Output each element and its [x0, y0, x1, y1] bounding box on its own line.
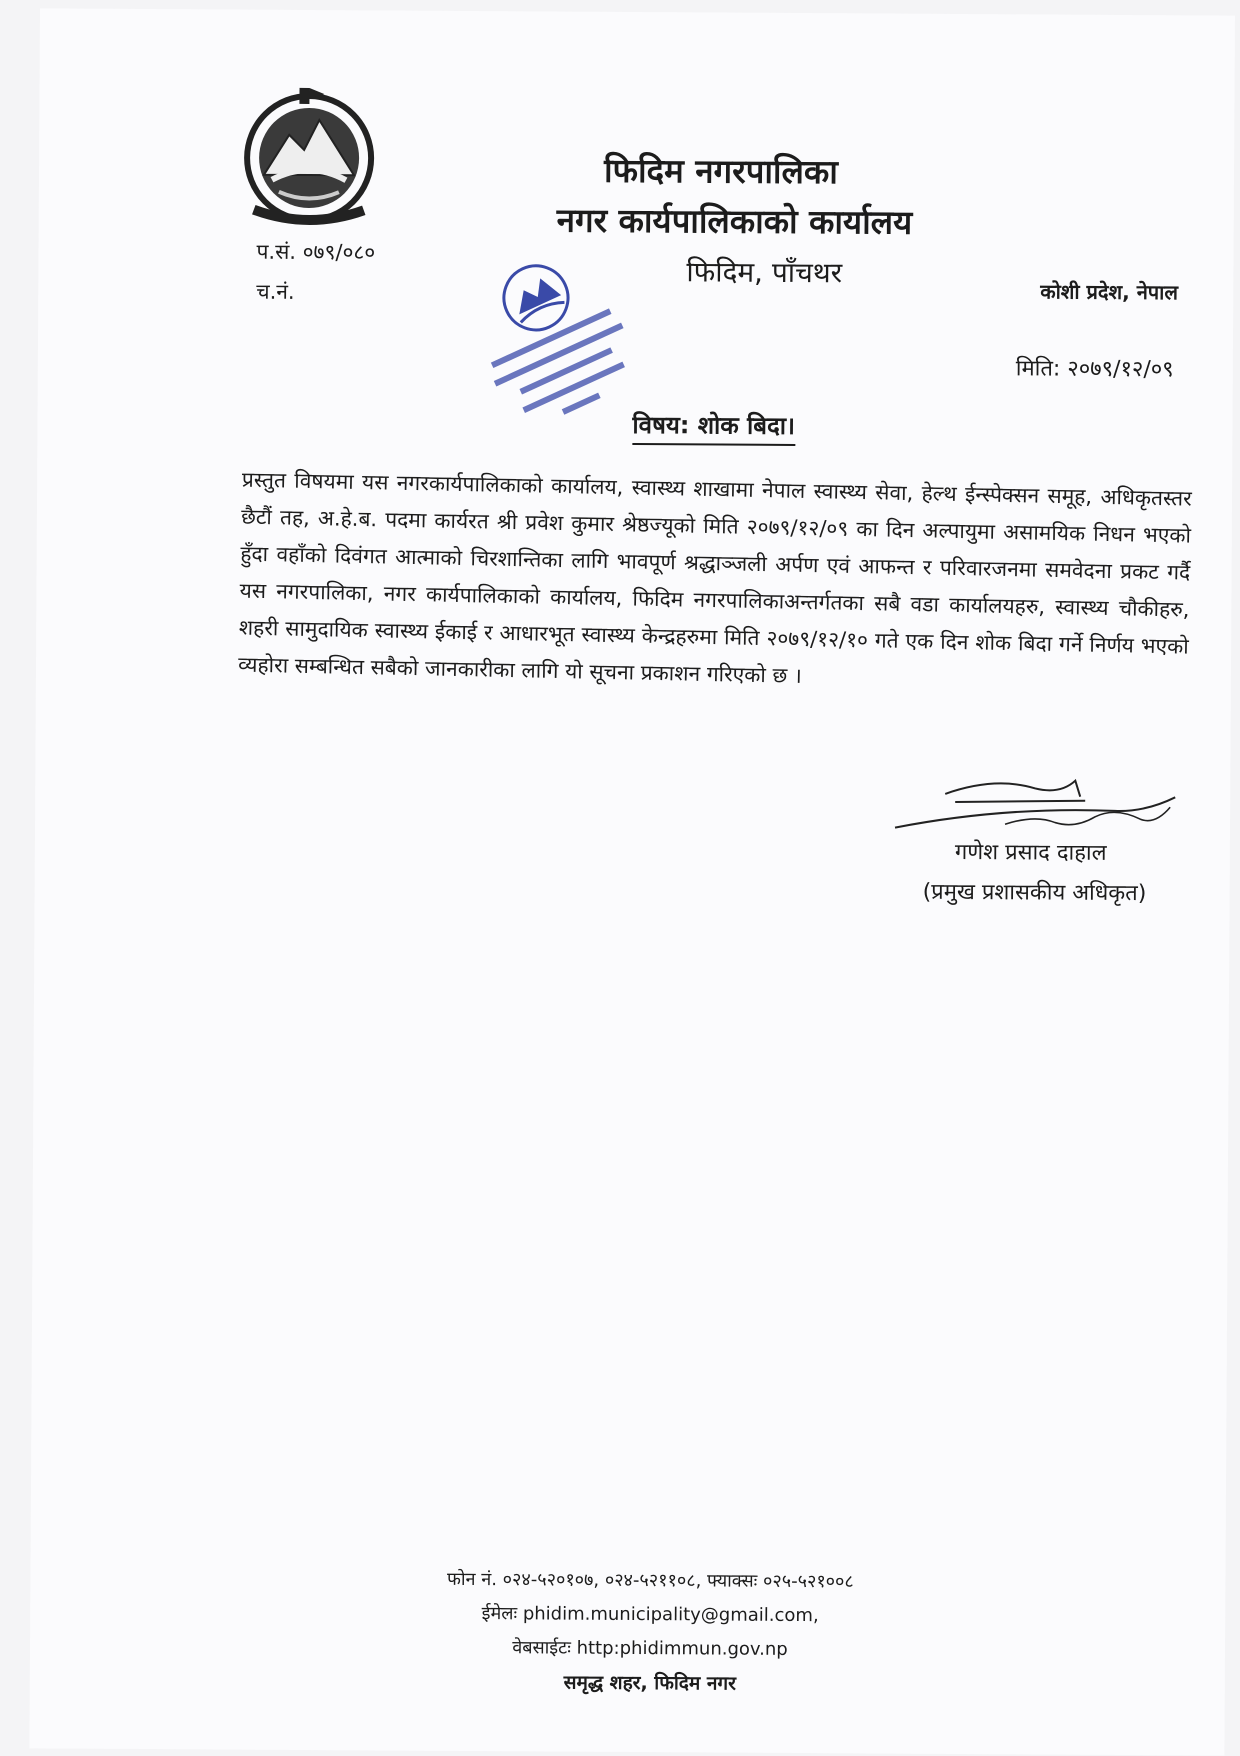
letter-footer [330, 1562, 971, 1702]
province-label: कोशी प्रदेश, नेपाल [1040, 279, 1179, 305]
letter-subject: विषय: शोक बिदा। [632, 408, 795, 446]
footer-email-line [330, 1596, 970, 1634]
office-place: फिदिम, पाँचथर [686, 255, 843, 290]
municipality-stamp-icon [467, 251, 643, 432]
office-title: नगर कार्यपालिकाको कार्यालय [556, 200, 913, 242]
signature-icon [885, 766, 1185, 848]
signer-name: गणेश प्रसाद दाहाल [954, 839, 1107, 866]
office-name: फिदिम नगरपालिका [603, 150, 838, 192]
footer-website-label: वेबसाईटः [512, 1637, 571, 1659]
nepal-government-emblem-icon [234, 80, 385, 231]
letter-page [29, 8, 1235, 1755]
signer-title: (प्रमुख प्रशासकीय अधिकृत) [922, 879, 1147, 907]
footer-email: phidim.municipality@gmail.com, [522, 1603, 819, 1627]
dispatch-number: च.नं. [256, 279, 295, 304]
letter-body: प्रस्तुत विषयमा यस नगरकार्यपालिकाको कार्यालय, स्वास्थ्य शाखामा नेपाल स्वास्थ्य सेवा, हेल्थ ईन्स्पेक्सन समूह, अधिकृतस्तर छैटौं तह, अ.हे.ब. पदमा कार्यरत श्री प्रवेश कुमार श्रेष्ठज्यूको मिति २०७९/१२/०९ का दिन अल्पायुमा असामयिक निधन भएको हुँदा वहाँको दिवंगत आत्माको चिरशान्तिका लागि भावपूर्ण श्रद्धाञ्जली अर्पण एवं आफन्त र परिवारजनमा समवेदना प्रकट गर्दै यस नगरपालिका, नगर कार्यपालिकाको कार्यालय, फिदिम नगरपालिकाअन्तर्गतका सबै वडा कार्यालयहरु, स्वास्थ्य चौकीहरु, शहरी सामुदायिक स्वास्थ्य ईकाई र आधारभूत स्वास्थ्य केन्द्रहरुमा मिति २०७९/१२/१० गते एक दिन शोक बिदा गर्ने निर्णय भएको व्यहोरा सम्बन्धित सबैको जानकारीका लागि यो सूचना प्रकाशन गरिएको छ । [237, 467, 1192, 688]
footer-website: http:phidimmun.gov.np [576, 1637, 788, 1660]
footer-email-label: ईमेलः [481, 1603, 518, 1625]
reference-number: प.सं. ०७९/०८० [256, 239, 376, 265]
letter-date: मिति: २०७९/१२/०९ [1015, 356, 1174, 383]
footer-website-line [330, 1630, 970, 1668]
footer-phone: फोन नं. ०२४-५२०१०७, ०२४-५२११०८, फ्याक्सः ०२५-५२१००८ [446, 1568, 854, 1593]
footer-motto: समृद्ध शहर, फिदिम नगर [563, 1671, 736, 1695]
